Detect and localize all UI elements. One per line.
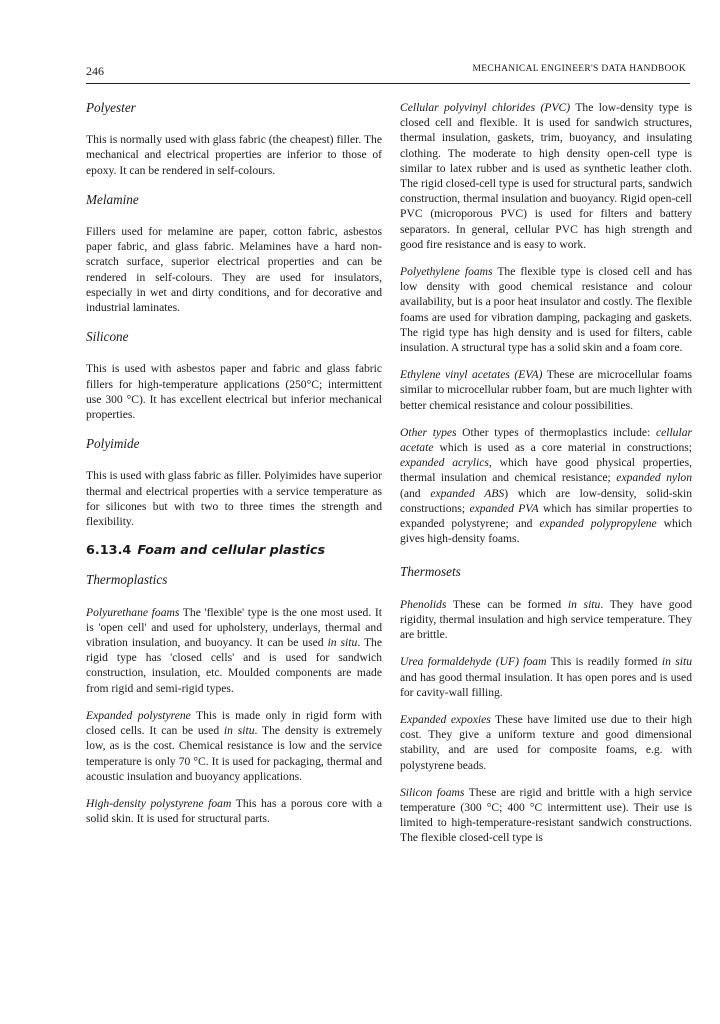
eva-text: These are microcellular foams similar to microcellular rubber foam, but are much lighter with better chemical resistance and colour possibilities. xyxy=(400,368,693,412)
high-density-paragraph xyxy=(86,796,382,826)
polyester-paragraph: This is normally used with glass fabric (the cheapest) filler. The mechanical and electrical properties are inferior to those of epoxy. It can be rendered in self-colours. xyxy=(86,133,382,177)
urea-in-situ: in situ xyxy=(661,655,692,669)
cellular-pvc-paragraph xyxy=(400,100,692,252)
silicon-foams-paragraph xyxy=(400,785,692,846)
header-rule xyxy=(86,83,690,84)
other-types-expanded-acrylics: expanded acrylics xyxy=(400,456,489,470)
thermosets-heading: Thermosets xyxy=(400,564,461,580)
other-types-expanded-pva: expanded PVA xyxy=(469,501,539,515)
section-title: Foam and cellular plastics xyxy=(137,543,326,559)
other-types-lead: Other types xyxy=(400,425,457,439)
eva-lead: Ethylene vinyl acetates (EVA) xyxy=(400,368,543,382)
page-header xyxy=(86,64,686,84)
expanded-polystyrene-text-2: . The density is extremely low, as is the cost. Chemical resistance is low and the service temperature is only 70 °C. It is used for packaging, thermal and acoustic insulation and buoyancy applications. xyxy=(86,724,382,783)
other-types-expanded-polypropylene: expanded polypropylene xyxy=(539,517,657,531)
urea-lead: Urea formaldehyde (UF) foam xyxy=(400,655,547,669)
epoxies-text: These have limited use due to their high cost. They give a uniform texture and good dimensional stability, and are used for composite foams, e.g. with polystyrene beads. xyxy=(400,712,692,772)
polyurethane-lead: Polyurethane foams xyxy=(86,605,180,619)
polyurethane-text-1: The 'flexible' type is the one most used. It is 'open cell' and used for upholstery, underlays, thermal and vibration insulation, and buoyancy. It can be used xyxy=(86,605,382,650)
urea-text-1: This is readily formed xyxy=(546,655,662,669)
other-types-text-7: which gives high-density foams. xyxy=(400,517,693,546)
other-types-text-4: (and xyxy=(400,486,431,500)
other-types-expanded-abs: expanded ABS xyxy=(430,486,505,500)
polyurethane-in-situ: in situ xyxy=(327,636,358,650)
polyimide-paragraph: This is used with glass fabric as filler. Polyimides have superior thermal and electrical properties with a service temperature as for silicones but with two to three times the strength and flexibility. xyxy=(86,469,382,529)
polyethylene-lead: Polyethylene foams xyxy=(400,265,493,279)
silicon-foams-lead: Silicon foams xyxy=(400,785,465,799)
left-column xyxy=(86,100,382,826)
expanded-polystyrene-paragraph xyxy=(86,708,382,784)
urea-text-2: and has good thermal insulation. It has open pores and is used for cavity-wall filling. xyxy=(400,670,692,699)
silicone-paragraph: This is used with asbestos paper and fabric and glass fabric fillers for high-temperature applications (250°C; intermittent use 300 °C). It has excellent electrical but inferior mechanical properties. xyxy=(86,362,382,422)
eva-paragraph xyxy=(400,367,692,413)
other-types-text-2: which is used as a core material in constructions; xyxy=(433,441,692,455)
high-density-text-1: This has a porous core with a solid skin. It is used for structural parts. xyxy=(86,796,382,826)
section-heading xyxy=(86,543,382,558)
epoxies-lead: Expanded expoxies xyxy=(400,712,491,726)
phenolics-text-1: These can be formed xyxy=(446,597,568,611)
melamine-heading: Melamine xyxy=(86,191,139,207)
running-title: MECHANICAL ENGINEER'S DATA HANDBOOK xyxy=(472,64,686,74)
silicone-heading: Silicone xyxy=(86,329,129,345)
silicon-foams-text: These are rigid and brittle with a high service temperature (300 °C; 400 °C intermittent use). Their use is limited to high-temperature-resistant sandwich constructions. The flexible closed-cell type is xyxy=(400,785,692,845)
other-types-text-6: which has similar properties to expanded polystyrene; and xyxy=(400,501,692,531)
phenolics-text-2: . They have good rigidity, thermal insulation and high service temperature. They are brittle. xyxy=(400,597,692,642)
right-column xyxy=(400,100,692,846)
phenolics-lead: Phenolids xyxy=(400,597,447,611)
section-number: 6.13.4 xyxy=(86,543,132,559)
other-types-expanded-nylon: expanded nylon xyxy=(616,471,693,485)
other-types-text-3: , which have good physical properties, thermal insulation and chemical resistance; xyxy=(400,456,692,485)
expanded-polystyrene-in-situ: in situ xyxy=(223,724,255,738)
melamine-paragraph: Fillers used for melamine are paper, cotton fabric, asbestos paper fabric, and glass fabric. Melamines have a hard non-scratch surface, superior electrical properties and can be rendered in self-colours. They are used for insulators, especially in wet and dirty conditions, and for decorative and industrial laminates. xyxy=(86,225,382,315)
other-types-text-5: ) which are low-density, solid-skin constructions; xyxy=(400,486,692,515)
other-types-cellular-acetate: cellular acetate xyxy=(400,425,692,455)
high-density-lead: High-density polystyrene foam xyxy=(86,796,232,810)
thermoplastics-heading: Thermoplastics xyxy=(86,572,168,588)
polyethylene-paragraph xyxy=(400,264,692,355)
polyimide-heading: Polyimide xyxy=(86,436,140,452)
phenolics-in-situ: in situ xyxy=(567,597,601,611)
phenolics-paragraph xyxy=(400,597,692,643)
epoxies-paragraph xyxy=(400,712,692,773)
page-number: 246 xyxy=(86,64,104,78)
polyurethane-paragraph xyxy=(86,605,382,696)
expanded-polystyrene-lead: Expanded polystyrene xyxy=(86,708,191,722)
polyethylene-text: The flexible type is closed cell and has low density with good chemical resistance and colour availability, but is a poor heat insulator and costly. The flexible foams are used for vibration damping, packaging and gaskets. The rigid type has high density and is used for filters, cable insulation. A structural type has a solid skin and a foam core. xyxy=(400,265,692,355)
polyurethane-text-2: . The rigid type has 'closed cells' and is used for sandwich construction, insulation, etc. Moulded components are made from rigid and semi-rigid types. xyxy=(86,636,382,695)
expanded-polystyrene-text-1: This is made only in rigid form with closed cells. It can be used xyxy=(86,708,382,738)
cellular-pvc-text: The low-density type is closed cell and flexible. It is used for sandwich structures, thermal insulation, gaskets, trim, buoyancy, and insulating clothing. The moderate to high density open-cell type is similar to latex rubber and is used as synthetic leather cloth. The rigid closed-cell type is used for structural parts, sandwich construction, thermal insulation and buoyancy. Rigid open-cell PVC (microporous PVC) is used for filters and battery separators. In general, cellular PVC has high strength and good fire resistance and is easy to work. xyxy=(400,101,692,251)
other-types-text-1: Other types of thermoplastics include: xyxy=(456,425,656,439)
other-types-paragraph xyxy=(400,425,692,547)
polyester-heading: Polyester xyxy=(86,100,136,115)
urea-paragraph xyxy=(400,654,692,700)
cellular-pvc-lead: Cellular polyvinyl chlorides (PVC) xyxy=(400,101,571,114)
